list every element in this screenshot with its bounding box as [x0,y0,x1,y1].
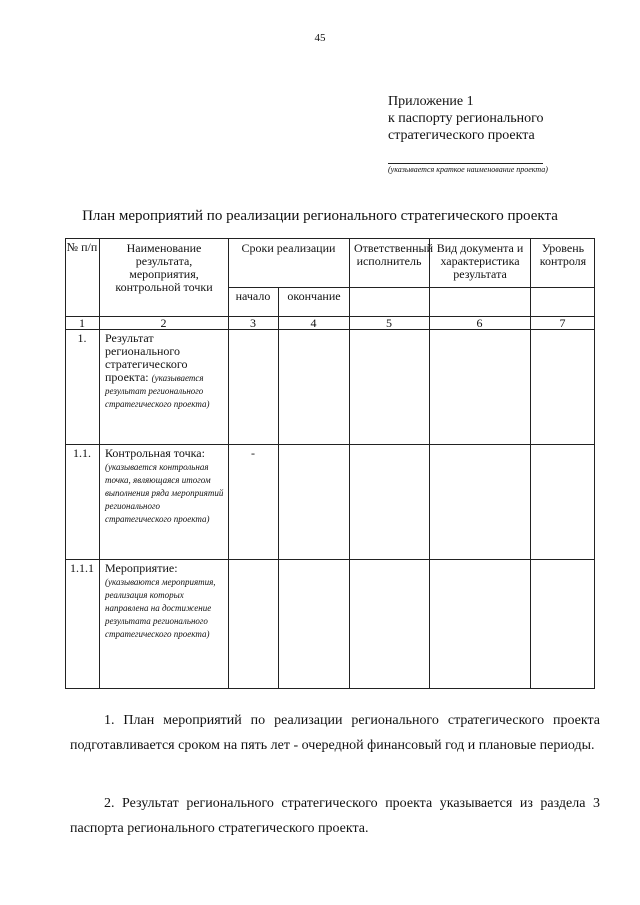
project-name-note: (указывается краткое наименование проекта) [388,165,548,174]
header-end: окончание [287,289,341,303]
header-name: Наименование результата, мероприятия, контрольной точки [115,241,213,294]
row-2-number: 1.1. [73,446,91,460]
paragraph-1-text: 1. План мероприятий по реализации регионального стратегического проекта подготавливается сроком на пять лет - очередной финансовый год и плановые периоды. [70,713,600,753]
appendix-line-1: Приложение 1 [388,94,474,109]
row-3-description: (указываются мероприятия, реализация которых направлена на достижение результата регионального стратегического проекта) [105,577,216,639]
header-start: начало [235,289,271,303]
document-title: План мероприятий по реализации регионального стратегического проекта [82,208,558,224]
column-number-3: 3 [250,316,256,330]
column-number-6: 6 [476,316,483,330]
column-number-2: 2 [160,316,167,330]
project-name-underline [388,163,543,164]
row-1-name: Результат регионального стратегического проекта: [105,331,188,384]
page-number: 45 [314,32,326,44]
row-1-number: 1. [77,331,87,345]
row-2-start: - [251,446,255,460]
column-number-7: 7 [559,316,566,330]
column-number-1: 1 [79,316,85,330]
appendix-line-3: стратегического проекта [388,128,535,143]
row-3-number: 1.1.1 [70,561,94,575]
events-plan-table [65,238,595,689]
appendix-header [388,93,628,144]
paragraph-2-text: 2. Результат регионального стратегического проекта указывается из раздела 3 паспорта регионального стратегического проекта. [70,796,600,836]
row-1-description: (указывается результат регионального стратегического проекта) [105,373,210,409]
row-2-description: (указывается контрольная точка, являющаяся итогом выполнения ряда мероприятий регионального стратегического проекта) [105,462,224,524]
row-2-name: Контрольная точка: [105,446,205,460]
header-responsible: Ответственный исполнитель [354,241,434,268]
paragraph-1 [70,708,600,758]
header-document-type: Вид документа и характеристика результата [436,241,524,281]
row-2-title [105,447,225,525]
header-dates: Сроки реализации [241,241,336,255]
header-number: № п/п [66,240,98,254]
row-1-title [105,332,225,410]
column-number-4: 4 [310,316,317,330]
header-control-level: Уровень контроля [539,241,587,268]
appendix-line-2: к паспорту регионального [388,111,544,126]
row-3-title [105,562,225,640]
paragraph-2 [70,791,600,841]
column-number-5: 5 [386,316,392,330]
row-3-name: Мероприятие: [105,561,178,575]
